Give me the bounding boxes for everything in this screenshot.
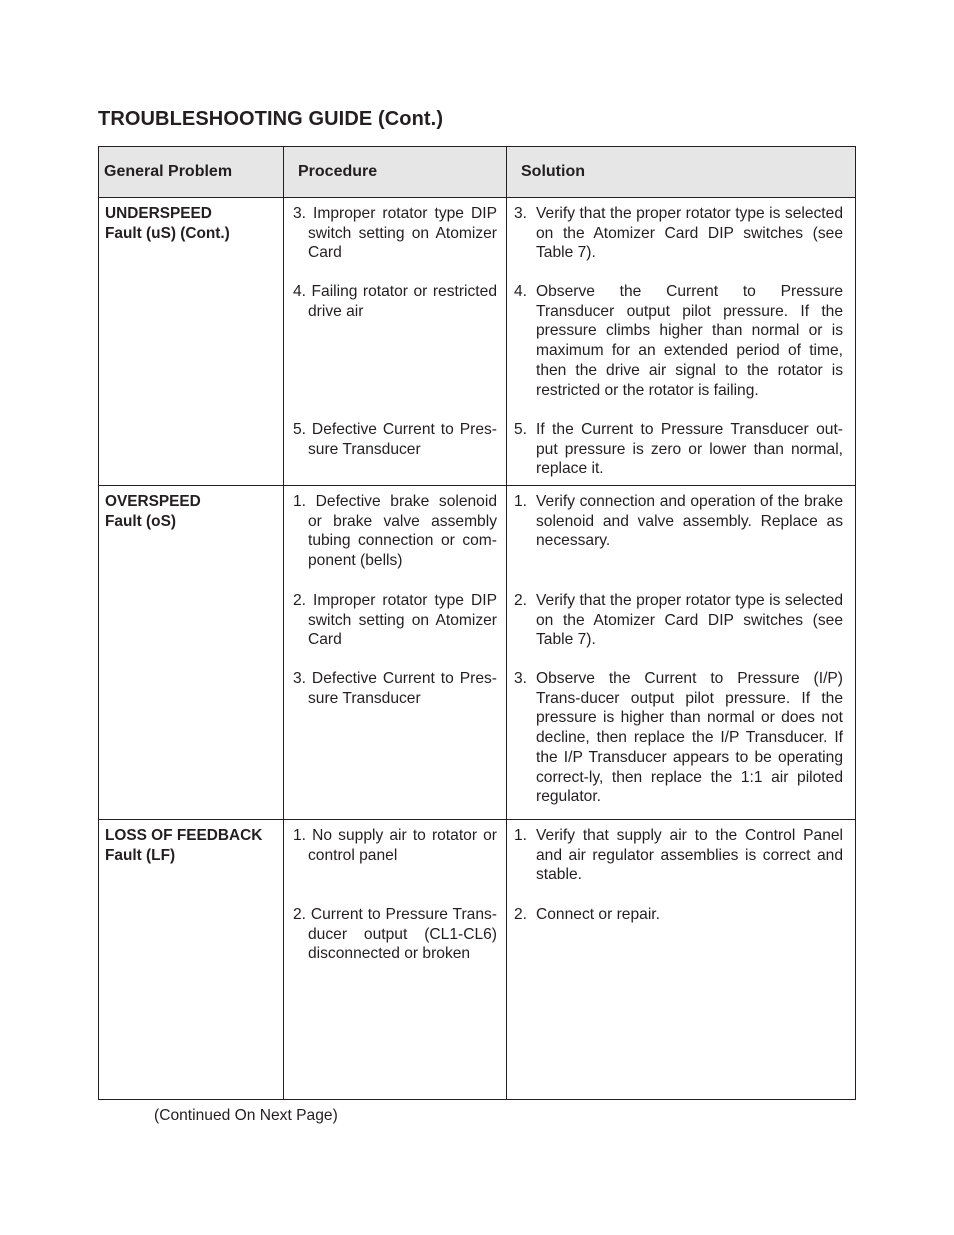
solution-text: Verify that supply air to the Control Panel and air regulator assemblies is correct and stable.	[536, 827, 843, 884]
problem-fault-code: Fault (LF)	[105, 846, 176, 864]
solution-number: 3.	[514, 205, 528, 222]
solution-item	[514, 905, 843, 925]
solution-item	[514, 591, 843, 669]
procedure-item: 2. Current to Pressure Trans-ducer output (CL1-CL6) disconnected or broken	[293, 906, 497, 963]
solution-text: Verify connection and operation of the brake solenoid and valve assembly. Replace as necessary.	[536, 493, 843, 550]
solution-number: 3.	[514, 670, 528, 687]
solution-number: 5.	[514, 421, 528, 438]
procedure-item: 3. Defective Current to Pres-sure Transducer	[293, 670, 497, 707]
solution-text: Verify that the proper rotator type is selected on the Atomizer Card DIP switches (see Table 7).	[536, 205, 843, 262]
problem-fault-code: Fault (uS) (Cont.)	[105, 224, 230, 242]
procedure-item: 5. Defective Current to Pres-sure Transducer	[293, 421, 497, 458]
problem-name: LOSS OF FEEDBACK	[105, 827, 263, 844]
procedure-cell	[284, 198, 507, 486]
solution-number: 4.	[514, 283, 528, 300]
solution-item	[514, 204, 843, 282]
procedure-item: 1. Defective brake solenoid or brake valve assembly tubing connection or com-ponent (bells)	[293, 493, 497, 570]
solution-cell	[507, 198, 856, 486]
table-row-loss-of-feedback	[99, 820, 856, 1100]
problem-fault-code: Fault (oS)	[105, 512, 176, 530]
solution-text: Verify that the proper rotator type is selected on the Atomizer Card DIP switches (see Table 7).	[536, 592, 843, 649]
solution-item	[514, 420, 843, 479]
solution-number: 1.	[514, 493, 528, 510]
solution-item	[514, 669, 843, 807]
solution-text: Connect or repair.	[536, 906, 660, 923]
solution-number: 2.	[514, 592, 528, 609]
procedure-cell	[284, 820, 507, 1100]
solution-text: Observe the Current to Pressure Transducer output pilot pressure. If the pressure climbs higher than normal or is maximum for an extended period of time, then the drive air signal to the rotator is restricted or the rotator is failing.	[536, 283, 843, 399]
table-header-row	[99, 147, 856, 198]
page-title: TROUBLESHOOTING GUIDE (Cont.)	[98, 108, 444, 130]
table-row-overspeed	[99, 486, 856, 820]
table-row-underspeed	[99, 198, 856, 486]
solution-item	[514, 282, 843, 420]
procedure-cell	[284, 486, 507, 820]
problem-cell	[99, 820, 284, 1100]
troubleshooting-table	[98, 146, 856, 1100]
header-general-problem: General Problem	[99, 147, 284, 198]
header-solution: Solution	[507, 147, 856, 198]
problem-name: OVERSPEED	[105, 493, 201, 510]
procedure-item: 4. Failing rotator or restricted drive air	[293, 283, 497, 320]
problem-cell	[99, 486, 284, 820]
solution-text: Observe the Current to Pressure (I/P) Trans-ducer output pilot pressure. If the pressure is higher than normal or does not decline, then replace the I/P Transducer. If the I/P Transducer appears to be operating correct-ly, then replace the 1:1 air piloted regulator.	[536, 670, 843, 806]
solution-item	[514, 826, 843, 905]
solution-item	[514, 492, 843, 591]
procedure-item: 1. No supply air to rotator or control panel	[293, 827, 497, 864]
header-procedure: Procedure	[284, 147, 507, 198]
continued-note: (Continued On Next Page)	[154, 1107, 338, 1124]
solution-text: If the Current to Pressure Transducer out-put pressure is zero or lower than normal, replace it.	[536, 421, 843, 478]
solution-cell	[507, 486, 856, 820]
procedure-item: 3. Improper rotator type DIP switch setting on Atomizer Card	[293, 205, 497, 262]
procedure-item: 2. Improper rotator type DIP switch setting on Atomizer Card	[293, 592, 497, 649]
solution-number: 2.	[514, 906, 528, 923]
problem-name: UNDERSPEED	[105, 205, 212, 222]
solution-number: 1.	[514, 827, 528, 844]
solution-cell	[507, 820, 856, 1100]
problem-cell	[99, 198, 284, 486]
